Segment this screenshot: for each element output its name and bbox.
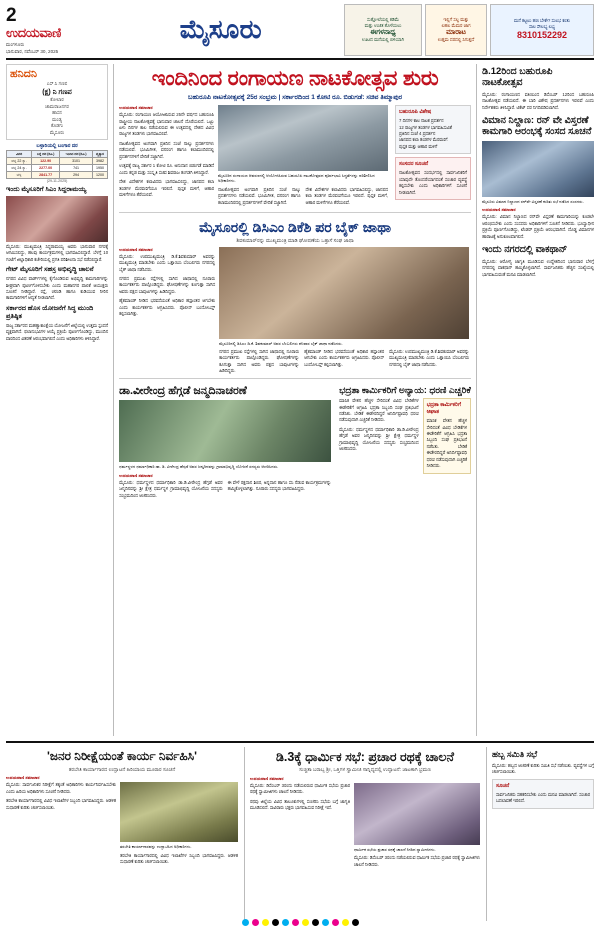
ad1-big: ಈಗಳನಾಧ್ಯ [370,29,396,37]
mid-story-2-headline[interactable]: ಡಾ.ವೀರೇಂದ್ರ ಹೆಗ್ಗಡೆ ಜನ್ಮದಿನಾಚರಣೆ [119,384,247,397]
hanidani-city-4: ಮಂಡ್ಯ [52,116,63,122]
right-story-2-byline: ಉದಯವಾಣಿ ಸಮಾಚಾರ [482,207,516,213]
lead-subhead: ಬಹುರೂಪಿ ನಾಟಕೋತ್ಸವಕ್ಕೆ 25ರ ಸಂಭ್ರಮ | ಸರ್ಕಾರದಿಂದ 1 ಕೋಟಿ ರೂ. ಬಿಡುಗಡೆ: ಸಚಿವ ತಿಮ್ಮಾಪುರ [188,94,403,102]
table-row [7,171,108,178]
lead-body-row [119,105,471,209]
cmyk-dot [322,919,329,926]
masthead-center [98,4,344,56]
cmyk-dot [312,919,319,926]
rate-r2-c1: 2841.77 [32,171,60,178]
mid2-para-2: ಈ ವೇಳೆ ರಕ್ತದಾನ ಶಿಬಿರ, ಅನ್ನದಾನ ಹಾಗೂ ಸಸಿ ನೆಡುವ ಕಾರ್ಯಕ್ರಮಗಳನ್ನು ಹಮ್ಮಿಕೊಳ್ಳಲಾಗಿತ್ತು. ನೂರಾರು ಸದಸ್ಯರು ಭಾಗವಹಿಸಿದ್ದರು. [227,479,332,492]
hanidani-city-6: ಮೈಸೂರು [49,129,65,135]
rate-table-caption: ಬಳ್ಳಾರಿಯಲ್ಲಿ ಬಂಗಾರ ದರ [36,142,78,149]
rate-col-3: ವ್ಯತ್ಯಾಸ [92,150,107,157]
lead-redbox [395,157,471,200]
lead-para-2: ನಾಟಕೋತ್ಸವದ ಅಂಗವಾಗಿ ಪ್ರತಿದಿನ ಸಂಜೆ ನಾಲ್ಕು ಪ್ರದರ್ಶನಗಳು ನಡೆಯಲಿವೆ. ಭೂಮಿಗೀತ, ವನರಂಗ ಹಾಗೂ ಕಲಾಮಂದಿರದಲ್ಲಿ ಪ್ರದರ್ಶನಗಳಿಗೆ ವೇದಿಕೆ ಸಜ್ಜಾಗಿದೆ. [119,140,214,159]
lead-photo-caption: ಮೈಸೂರಿನ ರಂಗಾಯಣ ಆವರಣದಲ್ಲಿ ಆಯೋಜಿಸಿರುವ ಬಹುರೂಪಿ ನಾಟಕೋತ್ಸವದ ಪೂರ್ವಭಾವಿ ಸಿದ್ಧತೆಗಳನ್ನು ಪರಿಶೀಲಿಸಿದ ಅಧಿಕಾರಿಗಳು. [217,173,375,184]
left-story-2-headline[interactable]: ಗೇಟ್ ಮೈಸೂರಿಗೆ ಸಹಸ್ರ ಅಭಿವೃದ್ಧಿ ಚಾಲನೆ [6,266,94,274]
ad2-big: ಮಾರಾಟ [446,29,466,37]
right-column [476,64,594,736]
lead-sidebar-item-1: 12 ರಾಜ್ಯಗಳ ತಂಡಗಳ ಭಾಗವಹಿಸುವಿಕೆ [398,124,452,130]
bottom-right-headline[interactable]: ಹಬ್ಬ ಸಮಿತಿ ಸಭೆ [492,749,538,759]
right-story-2-photo [482,141,594,197]
cmyk-dot [302,919,309,926]
cmyk-dot [282,919,289,926]
bottom-center-para-1: ಮೈಸೂರು: ಡಿಸೆಂಬರ್ 3ರಂದು ನಡೆಯಲಿರುವ ಧಾರ್ಮಿಕ ಸಭೆಯ ಪ್ರಚಾರ ರಥಕ್ಕೆ ಸ್ವಾಮೀಜಿಗಳು ಚಾಲನೆ ನೀಡಿದರು. [250,782,350,795]
bottom-left-story [6,747,238,921]
rate-col-2: ಇಂದಿನ ದರ (ರೂ.) [60,150,93,157]
bottom-center-byline: ಉದಯವಾಣಿ ಸಮಾಚಾರ [250,775,284,781]
mid-sidebox-headline[interactable]: ಭದ್ರತಾ ಕಾರ್ಮಿಕರಿಗೆ ಅನ್ಯಾಯ: ಧರಣಿ ಎಚ್ಚರಿಕೆ [339,384,471,395]
left-story-2-body: ನಗರದ ವಿವಿಧ ವಾರ್ಡ್‌ಗಳಲ್ಲಿ ಕೈಗೊಂಡಿರುವ ಅಭಿವೃದ್ಧಿ ಕಾಮಗಾರಿಗಳನ್ನು ಶೀಘ್ರವಾಗಿ ಪೂರ್ಣಗೊಳಿಸಬೇಕು ಎಂದು ಮಹಾನಗರ ಪಾಲಿಕೆ ಆಯುಕ್ತರು ಸೂಚನೆ ನೀಡಿದ್ದಾರೆ. ರಸ್ತೆ, ಚರಂಡಿ ಹಾಗೂ ಕುಡಿಯುವ ನೀರಿನ ಕಾಮಗಾರಿಗಳಿಗೆ ಆದ್ಯತೆ ನೀಡಲಾಗಿದೆ. [6,276,109,301]
left-column [6,64,108,736]
mid1-cont-2: ಹೈಕಮಾಂಡ್ ನೀಡಿದ ಭರವಸೆಯಂತೆ ಅಧಿಕಾರ ಹಸ್ತಾಂತರ ಆಗಬೇಕು ಎಂದು ಕಾರ್ಯಕರ್ತರು ಆಗ್ರಹಿಸಿದರು. ಪೊಲೀಸ್ ಬಂದೋಬಸ್ತ್ ಕಲ್ಪಿಸಲಾಗಿತ್ತು. [304,348,385,367]
hanidani-sub: ಎಸ್‌.ಸಿ ಗಣಪ [46,81,68,86]
hanidani-ad[interactable] [6,64,108,140]
hanidani-city-3: ಹಾಸನ [52,110,62,116]
mid-story-2-photo-caption: ಧರ್ಮಸ್ಥಳದ ಧರ್ಮಾಧಿಕಾರಿ ಡಾ. ಡಿ. ವೀರೇಂದ್ರ ಹೆಗ್ಗಡೆ ಅವರ ಜನ್ಮದಿನವನ್ನು ಗ್ರಾಮಾಭಿವೃದ್ಧಿ ಯೋಜನೆ ಸದಸ್ಯರು ಆಚರಿಸಿದರು. [119,464,279,470]
rate-r2-c3: 1200 [92,171,107,178]
mid1-para-2: ನಗರದ ಪ್ರಮುಖ ರಸ್ತೆಗಳಲ್ಲಿ ಸಾಗಿದ ಜಾಥಾದಲ್ಲಿ ನೂರಾರು ಕಾರ್ಯಕರ್ತರು ಪಾಲ್ಗೊಂಡಿದ್ದರು. ಘೋಷಣೆಗಳನ್ನು ಕೂಗುತ್ತಾ ಸಾಗಿದ ಅವರು ಪಕ್ಷದ ಬಾವುಟಗಳನ್ನು ಹಿಡಿದಿದ್ದರು. [119,275,216,294]
masthead [6,4,594,60]
lead-cont-2: ದೇಶ ವಿದೇಶಗಳ ಕಲಾವಿದರು ಭಾಗವಹಿಸಲಿದ್ದು, ಜಾನಪದ ಕಲಾ ತಂಡಗಳ ಮೆರವಣಿಗೆಯೂ ಇರಲಿದೆ. ಪುಸ್ತಕ ಮಳಿಗೆ, ಆಹಾರ ಮಳಿಗೆಗಳೂ ತೆರೆಯಲಿವೆ. [305,186,388,205]
table-row [7,164,108,171]
table-row [7,157,108,164]
rate-r1-c2: 741 [60,164,93,171]
cmyk-dot [332,919,339,926]
bottom-left-photo [120,782,238,842]
ad3-line2: ಸಾಲ ಸೌಲಭ್ಯ ಲಭ್ಯ [528,23,556,29]
mid-sidebox-body: ಮಾಸಿಕ ವೇತನ ಹೆಚ್ಚಳ ಸೇರಿದಂತೆ ವಿವಿಧ ಬೇಡಿಕೆಗಳ ಈಡೇರಿಕೆಗೆ ಆಗ್ರಹಿಸಿ ಭದ್ರತಾ ಸಿಬ್ಬಂದಿ ಸಂಘ ಪ್ರತಿಭಟನೆ ನಡೆಸಿತು. ಬೇಡಿಕೆ ಈಡೇರದಿದ್ದರೆ ಅನಿರ್ದಿಷ್ಟಾವಧಿ ಧರಣಿ ನಡೆಸುವುದಾಗಿ ಎಚ್ಚರಿಕೆ ನೀಡಿದರು. [426,418,468,469]
lead-redbox-text: ನಾಟಕೋತ್ಸವದ ಸಂದರ್ಭದಲ್ಲಿ ಸಾರ್ವಜನಿಕರಿಗೆ ಯಾವುದೇ ತೊಂದರೆಯಾಗದಂತೆ ಸಂಚಾರ ವ್ಯವಸ್ಥೆ ಕಲ್ಪಿಸಬೇಕು ಎಂದು ಅಧಿಕಾರಿಗಳಿಗೆ ಸೂಚನೆ ನೀಡಲಾಗಿದೆ. [398,170,468,195]
hanidani-mid: (ಕ್ಷ) ನಿ ಗಣಪ [42,89,72,97]
paper-name: ಉದಯವಾಣಿ [6,24,61,40]
ad-top-3[interactable] [490,4,594,56]
mid-sidebox-text-2: ಮೈಸೂರು: ಧರ್ಮಸ್ಥಳದ ಧರ್ಮಾಧಿಕಾರಿ ಡಾ.ಡಿ.ವೀರೇಂದ್ರ ಹೆಗ್ಗಡೆ ಅವರ ಜನ್ಮದಿನವನ್ನು ಶ್ರೀ ಕ್ಷೇತ್ರ ಧರ್ಮಸ್ಥಳ ಗ್ರಾಮಾಭಿವೃದ್ಧಿ ಯೋಜನೆಯ ಸದಸ್ಯರು ಸಂಭ್ರಮದಿಂದ ಆಚರಿಸಿದರು. [339,426,419,452]
rate-r2-c2: 294 [60,171,93,178]
cmyk-dot [242,919,249,926]
rate-r0-c2: 3101 [60,157,93,164]
bottom-right-box-text: ಸಾರ್ವಜನಿಕರು ಸಹಕರಿಸಬೇಕು ಎಂದು ಮನವಿ ಮಾಡಲಾಗಿದೆ. ಸಂಚಾರ ಬದಲಾವಣೆ ಇರಲಿದೆ. [496,791,590,804]
bottom-right-body: ಮೈಸೂರು: ಹಬ್ಬದ ಆಚರಣೆ ಕುರಿತು ಸಮಿತಿ ಸಭೆ ನಡೆಯಿತು. ವ್ಯವಸ್ಥೆಗಳ ಬಗ್ಗೆ ಚರ್ಚಿಸಲಾಯಿತು. [492,762,594,775]
lead-sidebar-item-2: ಪ್ರತಿದಿನ ಸಂಜೆ 4 ಪ್ರದರ್ಶನ [398,131,436,137]
lead-byline: ಉದಯವಾಣಿ ಸಮಾಚಾರ [119,105,153,111]
ad2-line3: ಉತ್ತಮ ದರದಲ್ಲಿ ಸಿಗುತ್ತದೆ [437,37,475,43]
bottom-center-story [244,747,480,921]
rate-r1-c0: ಚಿನ್ನ 24 ಕ್ಯಾ. [7,164,32,171]
center-column [113,64,471,736]
bottom-center-photo-caption: ಧಾರ್ಮಿಕ ಸಭೆಯ ಪ್ರಚಾರ ರಥಕ್ಕೆ ಚಾಲನೆ ನೀಡಿದ ಸ್ವಾಮೀಜಿಗಳು. [354,846,436,852]
lead-photo [218,105,388,171]
right-story-2-body: ಮೈಸೂರು: ವಿಮಾನ ನಿಲ್ದಾಣದ ರನ್‌ವೇ ವಿಸ್ತರಣೆ ಕಾಮಗಾರಿಯನ್ನು ಕೂಡಲೇ ಆರಂಭಿಸಬೇಕು ಎಂದು ಸಂಸದರು ಅಧಿಕಾರಿಗಳಿಗೆ ಸೂಚನೆ ನೀಡಿದರು. ಭೂಸ್ವಾಧೀನ ಪ್ರಕ್ರಿಯೆ ಪೂರ್ಣಗೊಂಡಿದ್ದು, ಟೆಂಡರ್ ಪ್ರಕ್ರಿಯೆ ಆರಂಭವಾಗಿದೆ. ದೊಡ್ಡ ವಿಮಾನಗಳ ಹಾರಾಟಕ್ಕೆ ಅನುಕೂಲವಾಗಲಿದೆ. [482,214,594,239]
rate-r1-c1: 2277.00 [32,164,60,171]
left-story-3-body: ರಾಜ್ಯ ಸರ್ಕಾರದ ಮಹತ್ವಾಕಾಂಕ್ಷೆಯ ಯೋಜನೆಗೆ ಜಿಲ್ಲೆಯಲ್ಲಿ ಉತ್ತಮ ಸ್ಪಂದನೆ ವ್ಯಕ್ತವಾಗಿದೆ. ಫಲಾನುಭವಿಗಳ ಆಯ್ಕೆ ಪ್ರಕ್ರಿಯೆ ಪೂರ್ಣಗೊಂಡಿದ್ದು, ಮುಂದಿನ ವಾರದಿಂದ ವಿತರಣೆ ಆರಂಭವಾಗಲಿದೆ ಎಂದು ಅಧಿಕಾರಿಗಳು ತಿಳಿಸಿದ್ದಾರೆ. [6,322,109,341]
ad-top-1[interactable] [344,4,422,56]
bottom-center-para-2: ರಥವು ಜಿಲ್ಲೆಯ ವಿವಿಧ ತಾಲೂಕುಗಳಲ್ಲಿ ಸಂಚರಿಸಿ ಸಭೆಯ ಬಗ್ಗೆ ಜಾಗೃತಿ ಮೂಡಿಸಲಿದೆ. ಸಾವಿರಾರು ಭಕ್ತರು ಭಾಗವಹಿಸುವ ನಿರೀಕ್ಷೆ ಇದೆ. [250,798,350,811]
left-story-1-body: ಮೈಸೂರು: ಮುಖ್ಯಮಂತ್ರಿ ಸಿದ್ದರಾಮಯ್ಯ ಅವರು ಭಾನುವಾರ ನಗರಕ್ಕೆ ಆಗಮಿಸಲಿದ್ದು, ಹಲವು ಕಾರ್ಯಕ್ರಮಗಳಲ್ಲಿ ಭಾಗವಹಿಸಲಿದ್ದಾರೆ. ಬೆಳಗ್ಗೆ 10 ಗಂಟೆಗೆ ಜಿಲ್ಲಾಧಿಕಾರಿ ಕಚೇರಿಯಲ್ಲಿ ಪ್ರಗತಿ ಪರಿಶೀಲನಾ ಸಭೆ ನಡೆಸಲಿದ್ದಾರೆ. [6,243,109,262]
lead-sidebar-title: ಬಹುರೂಪಿ ವಿಶೇಷ [398,109,432,116]
hanidani-city-1: ಕೋಲಾರ [50,97,64,103]
cmyk-registration-bar [0,919,600,926]
right-story-3-body: ಮೈಸೂರು: ಆರೋಗ್ಯ ಜಾಗೃತಿ ಮೂಡಿಸುವ ಉದ್ದೇಶದಿಂದ ಭಾನುವಾರ ಬೆಳಗ್ಗೆ ನಗರದಲ್ಲಿ ವಾಕಥಾನ್ ಹಮ್ಮಿಕೊಳ್ಳಲಾಗಿದೆ. ಸಾರ್ವಜನಿಕರು ಹೆಚ್ಚಿನ ಸಂಖ್ಯೆಯಲ್ಲಿ ಭಾಗವಹಿಸುವಂತೆ ಮನವಿ ಮಾಡಲಾಗಿದೆ. [482,258,594,277]
bottom-left-byline: ಉದಯವಾಣಿ ಸಮಾಚಾರ [6,775,40,781]
rate-col-0: ವಿವರ [7,150,32,157]
cmyk-dot [252,919,259,926]
bottom-left-photo-caption: ತರಬೇತಿ ಕಾರ್ಯಾಗಾರವನ್ನು ಉದ್ಘಾಟಿಸಿದ ಅಧಿಕಾರಿಗಳು. [120,844,192,850]
ad1-line1: ಸುತ್ತೋಲೆಯಲ್ಲಿ ಕಡಿಮೆ [367,16,399,22]
mid1-para-3: ಹೈಕಮಾಂಡ್ ನೀಡಿದ ಭರವಸೆಯಂತೆ ಅಧಿಕಾರ ಹಸ್ತಾಂತರ ಆಗಬೇಕು ಎಂದು ಕಾರ್ಯಕರ್ತರು ಆಗ್ರಹಿಸಿದರು. ಪೊಲೀಸ್ ಬಂದೋಬಸ್ತ್ ಕಲ್ಪಿಸಲಾಗಿತ್ತು. [119,298,216,317]
mid-story-1-headline[interactable]: ಮೈಸೂರಲ್ಲಿ ಡಿಸಿಎಂ ಡಿಕೆಶಿ ಪರ ಬೈಕ್ ಜಾಥಾ [199,219,392,236]
right-story-2-headline[interactable]: ವಿಮಾನ ನಿಲ್ದಾಣ: ರನ್‌ ವೇ ವಿಸ್ತರಣೆ ಕಾಮಗಾರಿ ಆರಂಭಕ್ಕೆ ಸಂಸದ ಸೂಚನೆ [482,115,592,138]
mid-sidebox-title: ಭದ್ರತಾ ಕಾರ್ಮಿಕರಿಗೆ ಆಘಾತ [426,402,461,416]
dateline: ಭಾನುವಾರ, ನವೆಂಬರ್ 30, 2025 [6,48,59,54]
mid-sidebox [423,398,471,474]
ad1-line3: ಊಟದ ಮನೆಯಲ್ಲಿ ಬಿಳಿಯಾಗಿ [362,37,404,43]
left-story-1-photo [6,196,108,242]
mid-story-2-photo [119,400,331,462]
hanidani-city-5: ಕೊಡಗು [51,123,64,129]
right-story-3-headline[interactable]: ಇಂದು ನಗರದಲ್ಲಿ ವಾಕಥಾನ್ [482,244,568,256]
right-story-1-headline[interactable]: ಡಿ.12ರಿಂದ ಬಹುರೂಪಿ ನಾಟಕೋತ್ಸವ [482,66,553,88]
rate-col-1: ನಿನ್ನೆ ದರ (ರೂ.) [32,150,60,157]
cmyk-dot [272,919,279,926]
ad-top-2[interactable] [425,4,487,56]
bottom-center-para-3: ಮೈಸೂರು: ಡಿಸೆಂಬರ್ 3ರಂದು ನಡೆಯಲಿರುವ ಧಾರ್ಮಿಕ ಸಭೆಯ ಪ್ರಚಾರ ರಥಕ್ಕೆ ಸ್ವಾಮೀಜಿಗಳು ಚಾಲನೆ ನೀಡಿದರು. [354,855,480,867]
cmyk-dot [292,919,299,926]
bottom-left-kicker: ತರಬೇತಿ ಕಾರ್ಯಾಗಾರದ ಉದ್ಘಾಟನೆ ಹಿರಿಯಾಯ ಮೂರಾರ ಸೂಚನೆ [68,766,176,773]
mid-story-1-photo [219,247,469,339]
hanidani-city-2: ಚಾಮರಾಜನಗರ [45,103,69,109]
lead-headline[interactable]: ಇಂದಿನಿಂದ ರಂಗಾಯಣ ನಾಟಕೋತ್ಸವ ಶುರು [151,67,439,90]
mid2-para-1: ಮೈಸೂರು: ಧರ್ಮಸ್ಥಳದ ಧರ್ಮಾಧಿಕಾರಿ ಡಾ.ಡಿ.ವೀರೇಂದ್ರ ಹೆಗ್ಗಡೆ ಅವರ ಜನ್ಮದಿನವನ್ನು ಶ್ರೀ ಕ್ಷೇತ್ರ ಧರ್ಮಸ್ಥಳ ಗ್ರಾಮಾಭಿವೃದ್ಧಿ ಯೋಜನೆಯ ಸದಸ್ಯರು ಸಂಭ್ರಮದಿಂದ ಆಚರಿಸಿದರು. [119,479,223,498]
lead-para-3: ಉತ್ಸವಕ್ಕೆ ರಾಜ್ಯ ಸರ್ಕಾರ 1 ಕೋಟಿ ರೂ. ಅನುದಾನ ಬಿಡುಗಡೆ ಮಾಡಿದೆ ಎಂದು ಕನ್ನಡ ಮತ್ತು ಸಂಸ್ಕೃತಿ ಸಚಿವ ಶಿವರಾಜ ತಂಗಡಗಿ ತಿಳಿಸಿದ್ದಾರೆ. [119,163,214,175]
paper-subtitle: ಮಂಗಳೂರು [6,41,25,47]
issue-number: 2 [6,4,17,26]
mid-sidebox-text: ಮಾಸಿಕ ವೇತನ ಹೆಚ್ಚಳ ಸೇರಿದಂತೆ ವಿವಿಧ ಬೇಡಿಕೆಗಳ ಈಡೇರಿಕೆಗೆ ಆಗ್ರಹಿಸಿ ಭದ್ರತಾ ಸಿಬ್ಬಂದಿ ಸಂಘ ಪ್ರತಿಭಟನೆ ನಡೆಸಿತು. ಬೇಡಿಕೆ ಈಡೇರದಿದ್ದರೆ ಅನಿರ್ದಿಷ್ಟಾವಧಿ ಧರಣಿ ನಡೆಸುವುದಾಗಿ ಎಚ್ಚರಿಕೆ ನೀಡಿದರು. [339,398,419,423]
lead-sidebar-box [395,105,471,154]
rate-r2-c0: ಬೆಳ್ಳಿ [7,171,32,178]
mid-story-1 [119,213,471,379]
rate-r1-c3: 1950 [92,164,107,171]
main-grid [6,64,594,736]
right-story-2-photo-caption: ಮೈಸೂರು ವಿಮಾನ ನಿಲ್ದಾಣದ ರನ್‌ವೇ ವಿಸ್ತರಣೆ ಕುರಿತು ಸಭೆ ನಡೆಸಿದ ಸಂಸದರು. [482,199,584,204]
rate-date: (29-11-2025) [46,178,68,183]
right-story-1-body: ಮೈಸೂರು: ರಂಗಾಯಣದ ವತಿಯಿಂದ ಡಿಸೆಂಬರ್ 12ರಿಂದ ಬಹುರೂಪಿ ನಾಟಕೋತ್ಸವ ನಡೆಯಲಿದೆ. ಈ ಬಾರಿ ವಿಶೇಷ ಪ್ರದರ್ಶನಗಳು ಇರಲಿವೆ ಎಂದು ನಿರ್ದೇಶಕರು ತಿಳಿಸಿದ್ದಾರೆ. ಟಿಕೆಟ್ ದರ ನಿಗದಿಪಡಿಸಲಾಗಿದೆ. [482,91,594,110]
mid-story-1-photo-caption: ಮೈಸೂರಿನಲ್ಲಿ ಡಿಸಿಎಂ ಡಿ.ಕೆ. ಶಿವಕುಮಾರ್ ಅವರ ಬೆಂಬಲಿಗರು ಶನಿವಾರ ಬೈಕ್ ಜಾಥಾ ನಡೆಸಿದರು. [219,340,343,346]
bottom-center-kicker: ಸುಚ್ಚಿತಾ ಬರಾಬ್ಬ ಶ್ರೀ, ಒತ್ತಿಗಳ ಸ್ವಾಮೀಜಿ ಸಾನ್ನಿಧ್ಯದಲ್ಲಿ ಉದ್ಘಾಟನೆ: ಜಾಟಕಾಗಿ ಭ್ರಮಣ [299,767,431,774]
ad2-line2: ಲಹಲ ಮೆಮರ ಜಾಗ [441,22,471,28]
bottom-center-photo [354,783,480,845]
rate-r0-c0: ಚಿನ್ನ 22 ಕ್ಯಾ. [7,157,32,164]
hanidani-logo: ಹನಿದನಿ [10,68,37,80]
left-story-1-headline[interactable]: ಇಂದು ಮೈಸೂರಿಗೆ ಸಿಎಂ ಸಿದ್ದರಾಮಯ್ಯ [6,185,87,193]
cmyk-dot [342,919,349,926]
lead-para-1: ಮೈಸೂರು: ರಂಗಾಯಣ ಆಯೋಜಿಸಿರುವ 25ನೇ ವರ್ಷದ ಬಹುರೂಪಿ ರಾಷ್ಟ್ರೀಯ ನಾಟಕೋತ್ಸವಕ್ಕೆ ಭಾನುವಾರ ಚಾಲನೆ ದೊರೆಯಲಿದೆ. ಒಟ್ಟು ಏಳು ದಿನಗಳ ಕಾಲ ನಡೆಯಲಿರುವ ಈ ಉತ್ಸವದಲ್ಲಿ ದೇಶದ ವಿವಿಧ ರಾಜ್ಯಗಳ ತಂಡಗಳು ಭಾಗವಹಿಸಲಿವೆ. [119,112,214,137]
lead-para-4: ದೇಶ ವಿದೇಶಗಳ ಕಲಾವಿದರು ಭಾಗವಹಿಸಲಿದ್ದು, ಜಾನಪದ ಕಲಾ ತಂಡಗಳ ಮೆರವಣಿಗೆಯೂ ಇರಲಿದೆ. ಪುಸ್ತಕ ಮಳಿಗೆ, ಆಹಾರ ಮಳಿಗೆಗಳೂ ತೆರೆಯಲಿವೆ. [119,179,214,197]
gold-rate-table [6,143,108,179]
ad1-line2: ಮತ್ತು ಉಚಿತ ತೊಳೆಯಲು [364,22,402,28]
rate-header-row [7,150,108,157]
cmyk-dot [262,919,269,926]
ad2-line1: ಇಲ್ಲಿಗೆ ಸಲ್ಲ ಮತ್ತು [443,16,469,22]
mid1-para-1: ಮೈಸೂರು: ಉಪಮುಖ್ಯಮಂತ್ರಿ ಡಿ.ಕೆ.ಶಿವಕುಮಾರ್ ಅವರನ್ನು ಮುಖ್ಯಮಂತ್ರಿ ಮಾಡಬೇಕು ಎಂದು ಒತ್ತಾಯಿಸಿ ಬೆಂಬಲಿಗರು ನಗರದಲ್ಲಿ ಬೈಕ್ ಜಾಥಾ ನಡೆಸಿದರು. [119,253,216,272]
lead-sidebar-item-0: 7 ದಿನಗಳ ಕಾಲ ನಾಟಕ ಪ್ರದರ್ಶನ [398,118,444,124]
mid1-cont-1: ನಗರದ ಪ್ರಮುಖ ರಸ್ತೆಗಳಲ್ಲಿ ಸಾಗಿದ ಜಾಥಾದಲ್ಲಿ ನೂರಾರು ಕಾರ್ಯಕರ್ತರು ಪಾಲ್ಗೊಂಡಿದ್ದರು. ಘೋಷಣೆಗಳನ್ನು ಕೂಗುತ್ತಾ ಸಾಗಿದ ಅವರು ಪಕ್ಷದ ಬಾವುಟಗಳನ್ನು ಹಿಡಿದಿದ್ದರು. [219,348,300,374]
lead-story [119,67,471,213]
bottom-right-box [492,779,594,809]
left-story-3-headline[interactable]: ಸರ್ಕಾರದ ಹೊಸ ಯೋಜನೆಗೆ ಸಿದ್ಧ ಮುಂದಿ ಪ್ರತಿಷ್ಠಿತ [6,304,94,320]
mid1-cont-3: ಮೈಸೂರು: ಉಪಮುಖ್ಯಮಂತ್ರಿ ಡಿ.ಕೆ.ಶಿವಕುಮಾರ್ ಅವರನ್ನು ಮುಖ್ಯಮಂತ್ರಿ ಮಾಡಬೇಕು ಎಂದು ಒತ್ತಾಯಿಸಿ ಬೆಂಬಲಿಗರು ನಗರದಲ್ಲಿ ಬೈಕ್ ಜಾಥಾ ನಡೆಸಿದರು. [389,348,470,367]
bottom-section [6,741,594,921]
bottom-left-headline[interactable]: 'ಜನರ ನಿರೀಕ್ಷೆಯಂತೆ ಕಾರ್ಯ ನಿರ್ವಹಿಸಿ' [47,749,197,763]
rate-r0-c3: 3982 [92,157,107,164]
mid-story-1-byline: ಉದಯವಾಣಿ ಸಮಾಚಾರ [119,246,153,252]
bottom-center-headline[interactable]: ಡಿ.3ಕ್ಕೆ ಧಾರ್ಮಿಕ ಸಭೆ: ಪ್ರಚಾರ ರಥಕ್ಕೆ ಚಾಲನೆ [276,750,454,764]
ad3-phone[interactable]: 8310152292 [516,30,568,41]
rate-r0-c1: 122.90 [32,157,60,164]
edition-name: ಮೈಸೂರು [179,14,263,44]
masthead-ads [344,4,594,56]
masthead-left [6,4,98,56]
cmyk-dot [352,919,359,926]
bottom-right-box-title: ಸೂಚನೆ [496,782,510,789]
bottom-right-story [486,747,594,921]
bottom-left-para-3: ತರಬೇತಿ ಕಾರ್ಯಾಗಾರದಲ್ಲಿ ವಿವಿಧ ಇಲಾಖೆಗಳ ಸಿಬ್ಬಂದಿ ಭಾಗವಹಿಸಿದ್ದರು. ಆಡಳಿತ ಸುಧಾರಣೆ ಕುರಿತು ಚರ್ಚಿಸಲಾಯಿತು. [120,852,238,865]
lead-sidebar-item-4: ಪುಸ್ತಕ ಮತ್ತು ಆಹಾರ ಮಳಿಗೆ [398,143,438,149]
mid-story-2 [119,379,471,499]
bottom-left-para-2: ತರಬೇತಿ ಕಾರ್ಯಾಗಾರದಲ್ಲಿ ವಿವಿಧ ಇಲಾಖೆಗಳ ಸಿಬ್ಬಂದಿ ಭಾಗವಹಿಸಿದ್ದರು. ಆಡಳಿತ ಸುಧಾರಣೆ ಕುರಿತು ಚರ್ಚಿಸಲಾಯಿತು. [6,798,116,810]
bottom-left-para-1: ಮೈಸೂರು: ಸಾರ್ವಜನಿಕರ ನಿರೀಕ್ಷೆಗೆ ತಕ್ಕಂತೆ ಅಧಿಕಾರಿಗಳು ಕಾರ್ಯನಿರ್ವಹಿಸಬೇಕು ಎಂದು ಹಿರಿಯ ಅಧಿಕಾರಿಗಳು ಸೂಚನೆ ನೀಡಿದರು. [6,782,116,794]
mid-story-1-kicker: ಶಿವಕುಮಾರ್‌ರನ್ನು ಮುಖ್ಯಮಂತ್ರಿ ಮಾಡಿ ಘೋಷಣೆಯ ಒತ್ತಾಸೆ ಸಂಘ ಜಾಥಾ [236,238,354,245]
ad3-line1: ಮನೆ ಕಟ್ಟಲು ಹಣ ಬೇಕೇ? ಸುಲಭ ಕಂತು [514,17,570,23]
lead-sidebar-item-3: ಜಾನಪದ ಕಲಾ ತಂಡಗಳ ಮೆರವಣಿಗೆ [398,137,448,143]
mid-story-2-byline: ಉದಯವಾಣಿ ಸಮಾಚಾರ [119,472,153,478]
lead-cont-1: ನಾಟಕೋತ್ಸವದ ಅಂಗವಾಗಿ ಪ್ರತಿದಿನ ಸಂಜೆ ನಾಲ್ಕು ಪ್ರದರ್ಶನಗಳು ನಡೆಯಲಿವೆ. ಭೂಮಿಗೀತ, ವನರಂಗ ಹಾಗೂ ಕಲಾಮಂದಿರದಲ್ಲಿ ಪ್ರದರ್ಶನಗಳಿಗೆ ವೇದಿಕೆ ಸಜ್ಜಾಗಿದೆ. [217,186,301,205]
lead-redbox-title: ಸಂಸದರ ಸೂಚನೆ [398,161,429,168]
